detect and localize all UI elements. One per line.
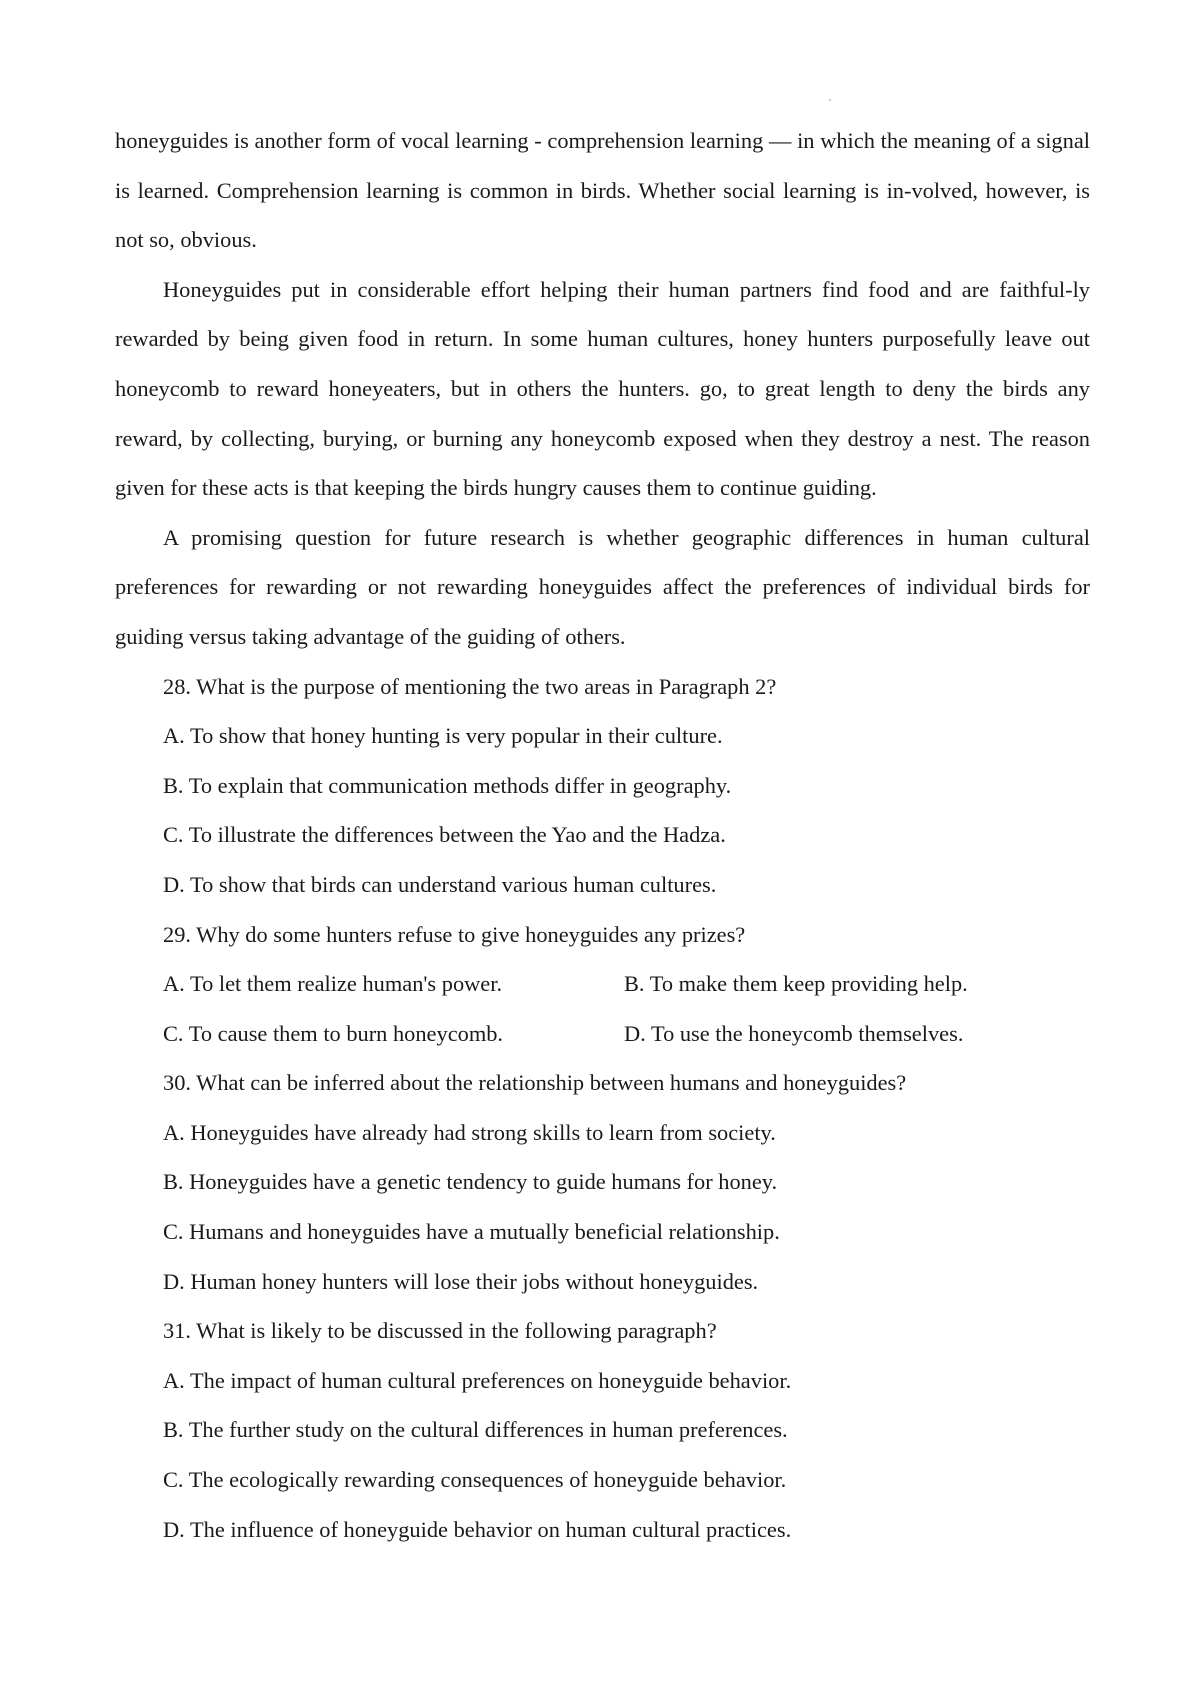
option-d: D. To show that birds can understand various human cultures. <box>163 871 717 897</box>
option-b: B. The further study on the cultural differences in human preferences. <box>163 1417 788 1443</box>
question-29 <box>163 910 1090 1059</box>
option-c: C. To cause them to burn honeycomb. <box>163 1020 504 1046</box>
question-28 <box>163 662 1090 910</box>
option-row-ab <box>163 959 1090 1009</box>
question-stem: 29. Why do some hunters refuse to give honeyguides any prizes? <box>163 921 746 947</box>
option-d: D. Human honey hunters will lose their jobs without honeyguides. <box>163 1268 759 1294</box>
question-list <box>115 662 1090 1555</box>
option-b: B. To make them keep providing help. <box>624 971 968 997</box>
page-content <box>115 116 1090 1554</box>
option-b: B. To explain that communication methods differ in geography. <box>163 772 732 798</box>
scan-speck <box>829 99 831 101</box>
option-c: C. To illustrate the differences between the Yao and the Hadza. <box>163 822 726 848</box>
passage-paragraph-1: honeyguides is another form of vocal learning - comprehension learning — in which the meaning of a signal is learned. Comprehension learning is common in birds. Whether social learning is in-volved, however, is not so, obvious. <box>115 128 1090 253</box>
option-a: A. The impact of human cultural preferences on honeyguide behavior. <box>163 1367 792 1393</box>
reading-passage <box>115 116 1090 662</box>
question-31 <box>163 1306 1090 1554</box>
option-d: D. The influence of honeyguide behavior on human cultural practices. <box>163 1516 792 1542</box>
option-a: A. To let them realize human's power. <box>163 971 503 997</box>
passage-paragraph-2: Honeyguides put in considerable effort helping their human partners find food and are faithful-ly rewarded by being given food in return. In some human cultures, honey hunters purposefully leave out honeycomb to reward honeyeaters, but in others the hunters. go, to great length to deny the birds any reward, by collecting, burying, or burning any honeycomb exposed when they destroy a nest. The reason given for these acts is that keeping the birds hungry causes them to continue guiding. <box>115 276 1090 501</box>
option-a: A. Honeyguides have already had strong skills to learn from society. <box>163 1119 776 1145</box>
question-stem: 28. What is the purpose of mentioning the two areas in Paragraph 2? <box>163 673 777 699</box>
option-c: C. The ecologically rewarding consequences of honeyguide behavior. <box>163 1467 787 1493</box>
option-row-cd <box>163 1009 1090 1059</box>
option-c: C. Humans and honeyguides have a mutually beneficial relationship. <box>163 1219 780 1245</box>
option-a: A. To show that honey hunting is very popular in their culture. <box>163 723 723 749</box>
option-d: D. To use the honeycomb themselves. <box>624 1020 964 1046</box>
question-stem: 31. What is likely to be discussed in the following paragraph? <box>163 1318 717 1344</box>
question-30 <box>163 1058 1090 1306</box>
question-stem: 30. What can be inferred about the relationship between humans and honeyguides? <box>163 1070 907 1096</box>
option-b: B. Honeyguides have a genetic tendency to guide humans for honey. <box>163 1169 778 1195</box>
passage-paragraph-3: A promising question for future research is whether geographic differences in human cultural preferences for rewarding or not rewarding honeyguides affect the preferences of individual birds for guiding versus taking advantage of the guiding of others. <box>115 524 1090 649</box>
